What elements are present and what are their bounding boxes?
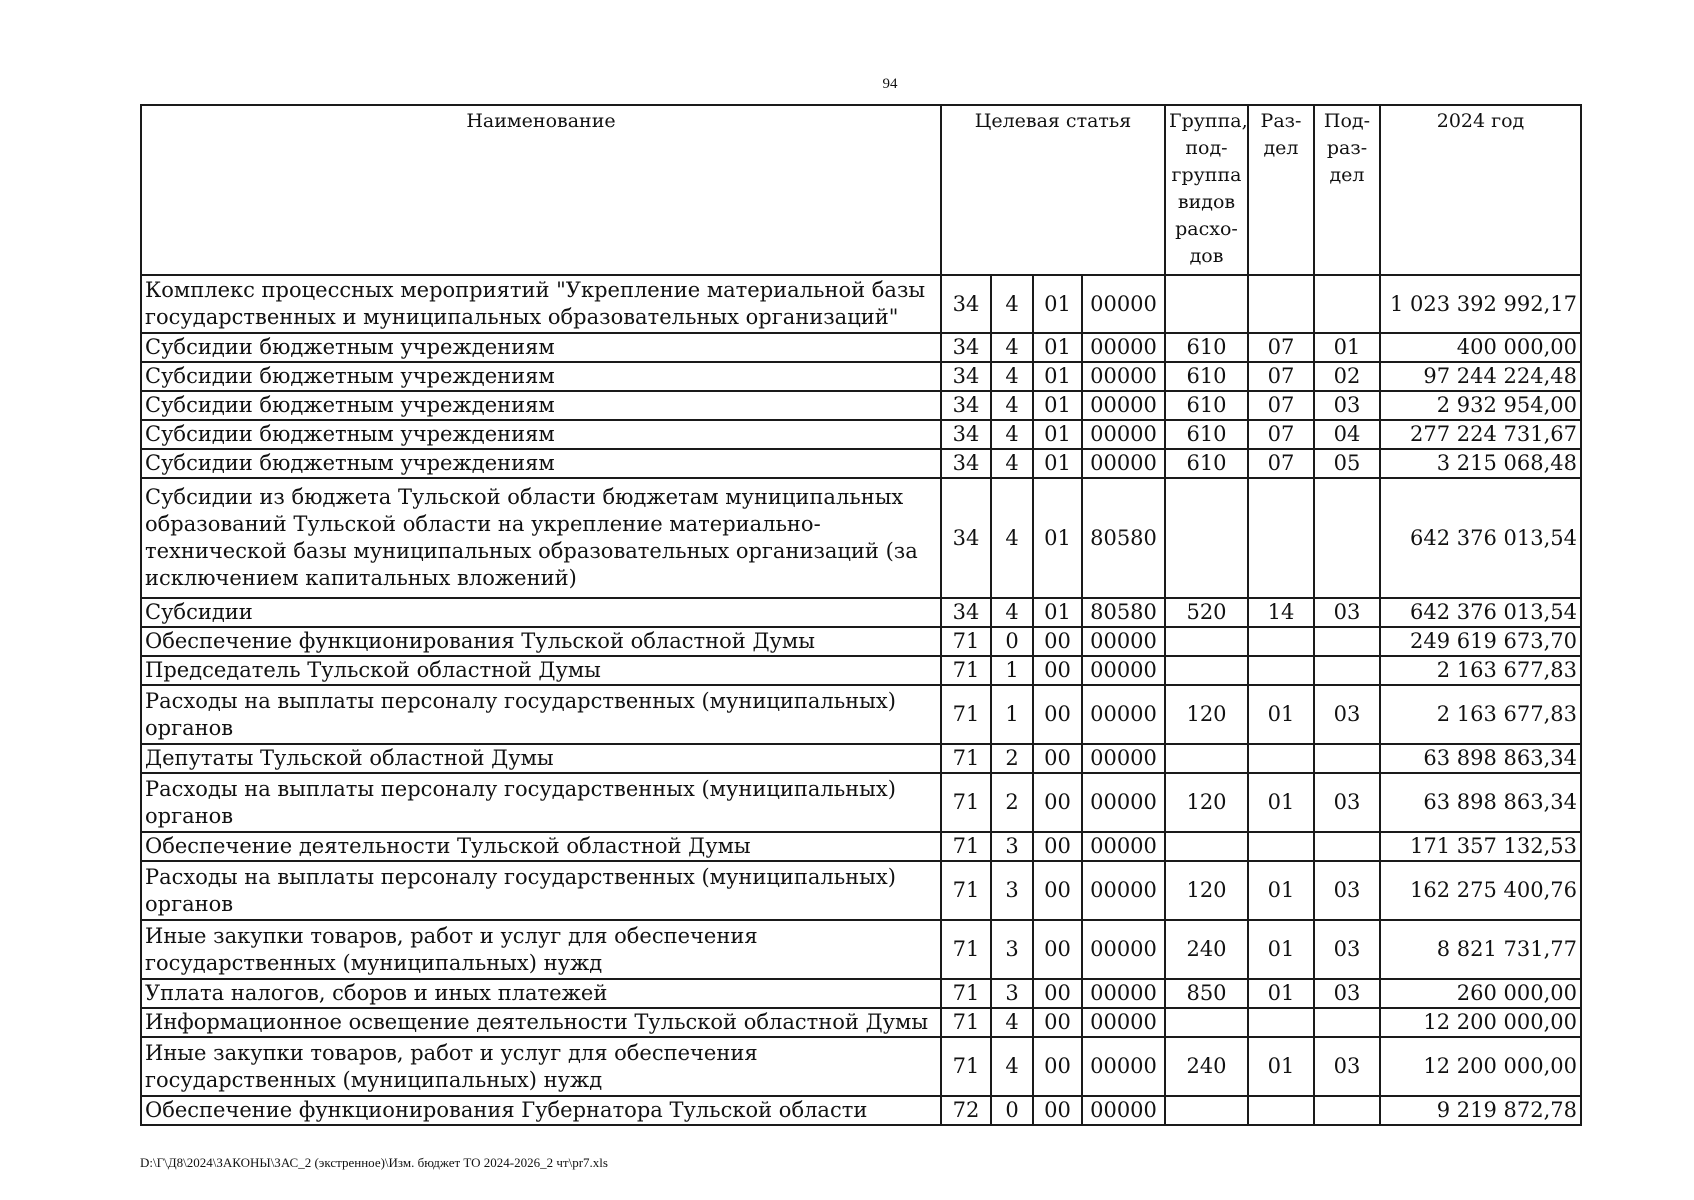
cell-section bbox=[1248, 832, 1314, 861]
cell-expense-group bbox=[1165, 832, 1248, 861]
cell-target-direction: 00000 bbox=[1082, 861, 1165, 920]
cell-target-subprogram: 3 bbox=[991, 832, 1033, 861]
cell-target-program: 34 bbox=[941, 333, 991, 362]
cell-target-measure: 00 bbox=[1033, 1037, 1082, 1096]
cell-target-direction: 00000 bbox=[1082, 627, 1165, 656]
cell-expense-group: 240 bbox=[1165, 920, 1248, 979]
cell-expense-group bbox=[1165, 744, 1248, 773]
table-row bbox=[141, 420, 1581, 449]
budget-table bbox=[140, 104, 1582, 1126]
table-row bbox=[141, 832, 1581, 861]
cell-expense-group bbox=[1165, 627, 1248, 656]
cell-name: Информационное освещение деятельности Тульской областной Думы bbox=[141, 1008, 941, 1037]
cell-amount: 1 023 392 992,17 bbox=[1380, 275, 1581, 333]
cell-section: 01 bbox=[1248, 773, 1314, 832]
cell-name: Субсидии бюджетным учреждениям bbox=[141, 420, 941, 449]
cell-subsection bbox=[1314, 478, 1380, 598]
table-row bbox=[141, 362, 1581, 391]
cell-target-measure: 01 bbox=[1033, 333, 1082, 362]
cell-amount: 260 000,00 bbox=[1380, 979, 1581, 1008]
cell-amount: 277 224 731,67 bbox=[1380, 420, 1581, 449]
cell-target-subprogram: 0 bbox=[991, 1096, 1033, 1125]
cell-subsection bbox=[1314, 275, 1380, 333]
cell-target-measure: 00 bbox=[1033, 979, 1082, 1008]
cell-target-subprogram: 1 bbox=[991, 656, 1033, 685]
cell-amount: 249 619 673,70 bbox=[1380, 627, 1581, 656]
cell-target-program: 71 bbox=[941, 920, 991, 979]
cell-section: 07 bbox=[1248, 449, 1314, 478]
cell-section bbox=[1248, 744, 1314, 773]
cell-section bbox=[1248, 627, 1314, 656]
cell-target-direction: 00000 bbox=[1082, 391, 1165, 420]
cell-target-direction: 00000 bbox=[1082, 979, 1165, 1008]
cell-section: 01 bbox=[1248, 979, 1314, 1008]
cell-subsection bbox=[1314, 627, 1380, 656]
cell-amount: 642 376 013,54 bbox=[1380, 478, 1581, 598]
cell-amount: 642 376 013,54 bbox=[1380, 598, 1581, 627]
cell-section: 01 bbox=[1248, 861, 1314, 920]
cell-target-subprogram: 4 bbox=[991, 1008, 1033, 1037]
table-row bbox=[141, 598, 1581, 627]
cell-name: Расходы на выплаты персоналу государственных (муниципальных) органов bbox=[141, 861, 941, 920]
header-amount: 2024 год bbox=[1380, 105, 1581, 275]
table-row bbox=[141, 391, 1581, 420]
table-row bbox=[141, 920, 1581, 979]
cell-target-subprogram: 2 bbox=[991, 773, 1033, 832]
cell-expense-group bbox=[1165, 656, 1248, 685]
cell-target-direction: 00000 bbox=[1082, 744, 1165, 773]
cell-name: Председатель Тульской областной Думы bbox=[141, 656, 941, 685]
cell-subsection: 03 bbox=[1314, 598, 1380, 627]
cell-target-subprogram: 4 bbox=[991, 362, 1033, 391]
table-row bbox=[141, 685, 1581, 744]
cell-target-program: 34 bbox=[941, 391, 991, 420]
cell-section: 07 bbox=[1248, 391, 1314, 420]
cell-target-measure: 01 bbox=[1033, 362, 1082, 391]
table-row bbox=[141, 1037, 1581, 1096]
cell-target-program: 34 bbox=[941, 275, 991, 333]
cell-target-subprogram: 4 bbox=[991, 598, 1033, 627]
cell-name: Комплекс процессных мероприятий "Укрепление материальной базы государственных и муниципальных образовательных организаций" bbox=[141, 275, 941, 333]
cell-section: 07 bbox=[1248, 420, 1314, 449]
cell-target-subprogram: 3 bbox=[991, 861, 1033, 920]
cell-name: Субсидии бюджетным учреждениям bbox=[141, 391, 941, 420]
cell-subsection: 03 bbox=[1314, 920, 1380, 979]
cell-subsection: 02 bbox=[1314, 362, 1380, 391]
cell-section bbox=[1248, 656, 1314, 685]
cell-target-direction: 00000 bbox=[1082, 275, 1165, 333]
cell-name: Субсидии из бюджета Тульской области бюджетам муниципальных образований Тульской области на укрепление материально-технической базы муниципальных образовательных организаций (за исключением капитальных вложений) bbox=[141, 478, 941, 598]
cell-section bbox=[1248, 1008, 1314, 1037]
cell-subsection bbox=[1314, 1096, 1380, 1125]
cell-target-subprogram: 4 bbox=[991, 1037, 1033, 1096]
cell-expense-group: 240 bbox=[1165, 1037, 1248, 1096]
table-row bbox=[141, 773, 1581, 832]
cell-subsection: 03 bbox=[1314, 979, 1380, 1008]
cell-expense-group bbox=[1165, 478, 1248, 598]
cell-name: Иные закупки товаров, работ и услуг для обеспечения государственных (муниципальных) нужд bbox=[141, 920, 941, 979]
cell-subsection: 03 bbox=[1314, 685, 1380, 744]
cell-section: 01 bbox=[1248, 1037, 1314, 1096]
table-row bbox=[141, 656, 1581, 685]
cell-target-direction: 00000 bbox=[1082, 1037, 1165, 1096]
header-section: Раз- дел bbox=[1248, 105, 1314, 275]
cell-target-measure: 00 bbox=[1033, 773, 1082, 832]
cell-name: Субсидии бюджетным учреждениям bbox=[141, 362, 941, 391]
cell-subsection: 01 bbox=[1314, 333, 1380, 362]
cell-section: 01 bbox=[1248, 920, 1314, 979]
cell-target-subprogram: 4 bbox=[991, 449, 1033, 478]
cell-subsection: 03 bbox=[1314, 391, 1380, 420]
cell-target-measure: 00 bbox=[1033, 920, 1082, 979]
cell-target-measure: 00 bbox=[1033, 744, 1082, 773]
footer-file-path: D:\Г\Д8\2024\ЗАКОНЫ\ЗАС_2 (экстренное)\Изм. бюджет ТО 2024-2026_2 чт\pr7.xls bbox=[140, 1155, 608, 1170]
cell-target-subprogram: 4 bbox=[991, 420, 1033, 449]
cell-name: Депутаты Тульской областной Думы bbox=[141, 744, 941, 773]
cell-amount: 63 898 863,34 bbox=[1380, 744, 1581, 773]
cell-amount: 8 821 731,77 bbox=[1380, 920, 1581, 979]
cell-expense-group: 610 bbox=[1165, 449, 1248, 478]
cell-target-measure: 01 bbox=[1033, 478, 1082, 598]
cell-subsection bbox=[1314, 744, 1380, 773]
cell-target-measure: 01 bbox=[1033, 391, 1082, 420]
cell-target-measure: 00 bbox=[1033, 1096, 1082, 1125]
cell-target-subprogram: 2 bbox=[991, 744, 1033, 773]
cell-expense-group bbox=[1165, 275, 1248, 333]
cell-target-program: 34 bbox=[941, 362, 991, 391]
cell-target-direction: 80580 bbox=[1082, 598, 1165, 627]
cell-amount: 162 275 400,76 bbox=[1380, 861, 1581, 920]
cell-target-program: 34 bbox=[941, 598, 991, 627]
cell-amount: 2 163 677,83 bbox=[1380, 685, 1581, 744]
cell-expense-group: 120 bbox=[1165, 685, 1248, 744]
cell-target-direction: 00000 bbox=[1082, 1096, 1165, 1125]
cell-target-direction: 00000 bbox=[1082, 420, 1165, 449]
cell-name: Обеспечение деятельности Тульской областной Думы bbox=[141, 832, 941, 861]
cell-section: 07 bbox=[1248, 362, 1314, 391]
table-row bbox=[141, 275, 1581, 333]
cell-name: Обеспечение функционирования Тульской областной Думы bbox=[141, 627, 941, 656]
table-row bbox=[141, 333, 1581, 362]
cell-target-measure: 01 bbox=[1033, 420, 1082, 449]
cell-subsection: 05 bbox=[1314, 449, 1380, 478]
cell-target-direction: 00000 bbox=[1082, 449, 1165, 478]
cell-expense-group: 610 bbox=[1165, 420, 1248, 449]
cell-target-program: 34 bbox=[941, 420, 991, 449]
cell-target-direction: 00000 bbox=[1082, 920, 1165, 979]
cell-name: Субсидии бюджетным учреждениям bbox=[141, 449, 941, 478]
cell-expense-group bbox=[1165, 1008, 1248, 1037]
header-group: Группа, под- группа видов расхо- дов bbox=[1165, 105, 1248, 275]
cell-target-subprogram: 4 bbox=[991, 391, 1033, 420]
cell-target-program: 71 bbox=[941, 656, 991, 685]
cell-amount: 12 200 000,00 bbox=[1380, 1037, 1581, 1096]
header-row bbox=[141, 105, 1581, 275]
cell-amount: 3 215 068,48 bbox=[1380, 449, 1581, 478]
cell-expense-group: 520 bbox=[1165, 598, 1248, 627]
cell-target-direction: 00000 bbox=[1082, 1008, 1165, 1037]
cell-target-measure: 00 bbox=[1033, 832, 1082, 861]
cell-target-direction: 00000 bbox=[1082, 333, 1165, 362]
cell-section: 07 bbox=[1248, 333, 1314, 362]
cell-subsection: 03 bbox=[1314, 1037, 1380, 1096]
cell-target-program: 71 bbox=[941, 832, 991, 861]
cell-target-measure: 00 bbox=[1033, 627, 1082, 656]
cell-amount: 400 000,00 bbox=[1380, 333, 1581, 362]
table-row bbox=[141, 627, 1581, 656]
cell-target-measure: 00 bbox=[1033, 685, 1082, 744]
table-row bbox=[141, 1008, 1581, 1037]
cell-target-subprogram: 1 bbox=[991, 685, 1033, 744]
cell-target-program: 34 bbox=[941, 449, 991, 478]
cell-section bbox=[1248, 275, 1314, 333]
cell-target-measure: 00 bbox=[1033, 861, 1082, 920]
cell-target-subprogram: 0 bbox=[991, 627, 1033, 656]
cell-amount: 63 898 863,34 bbox=[1380, 773, 1581, 832]
cell-expense-group: 610 bbox=[1165, 362, 1248, 391]
cell-section: 01 bbox=[1248, 685, 1314, 744]
cell-amount: 9 219 872,78 bbox=[1380, 1096, 1581, 1125]
cell-target-program: 71 bbox=[941, 744, 991, 773]
cell-target-program: 71 bbox=[941, 861, 991, 920]
header-name: Наименование bbox=[141, 105, 941, 275]
cell-target-program: 34 bbox=[941, 478, 991, 598]
cell-target-program: 71 bbox=[941, 685, 991, 744]
cell-expense-group: 610 bbox=[1165, 391, 1248, 420]
cell-target-program: 72 bbox=[941, 1096, 991, 1125]
cell-target-direction: 00000 bbox=[1082, 773, 1165, 832]
cell-target-program: 71 bbox=[941, 627, 991, 656]
cell-target-program: 71 bbox=[941, 979, 991, 1008]
page-number: 94 bbox=[882, 76, 898, 92]
cell-amount: 2 163 677,83 bbox=[1380, 656, 1581, 685]
table-row bbox=[141, 478, 1581, 598]
cell-subsection: 03 bbox=[1314, 861, 1380, 920]
cell-target-subprogram: 3 bbox=[991, 920, 1033, 979]
cell-name: Уплата налогов, сборов и иных платежей bbox=[141, 979, 941, 1008]
table-row bbox=[141, 744, 1581, 773]
cell-subsection: 03 bbox=[1314, 773, 1380, 832]
cell-target-measure: 01 bbox=[1033, 449, 1082, 478]
cell-subsection: 04 bbox=[1314, 420, 1380, 449]
cell-subsection bbox=[1314, 1008, 1380, 1037]
cell-target-direction: 00000 bbox=[1082, 685, 1165, 744]
cell-name: Расходы на выплаты персоналу государственных (муниципальных) органов bbox=[141, 685, 941, 744]
cell-target-direction: 80580 bbox=[1082, 478, 1165, 598]
cell-target-subprogram: 4 bbox=[991, 478, 1033, 598]
cell-target-program: 71 bbox=[941, 773, 991, 832]
cell-target-subprogram: 4 bbox=[991, 333, 1033, 362]
cell-section: 14 bbox=[1248, 598, 1314, 627]
cell-target-subprogram: 3 bbox=[991, 979, 1033, 1008]
cell-target-measure: 01 bbox=[1033, 598, 1082, 627]
cell-subsection bbox=[1314, 832, 1380, 861]
table-row bbox=[141, 1096, 1581, 1125]
cell-target-program: 71 bbox=[941, 1037, 991, 1096]
cell-name: Обеспечение функционирования Губернатора Тульской области bbox=[141, 1096, 941, 1125]
cell-target-direction: 00000 bbox=[1082, 832, 1165, 861]
cell-amount: 171 357 132,53 bbox=[1380, 832, 1581, 861]
header-subsection: Под- раз- дел bbox=[1314, 105, 1380, 275]
cell-target-subprogram: 4 bbox=[991, 275, 1033, 333]
cell-amount: 2 932 954,00 bbox=[1380, 391, 1581, 420]
cell-expense-group bbox=[1165, 1096, 1248, 1125]
table-row bbox=[141, 861, 1581, 920]
cell-name: Расходы на выплаты персоналу государственных (муниципальных) органов bbox=[141, 773, 941, 832]
cell-target-direction: 00000 bbox=[1082, 362, 1165, 391]
table-row bbox=[141, 449, 1581, 478]
cell-name: Субсидии бюджетным учреждениям bbox=[141, 333, 941, 362]
cell-amount: 12 200 000,00 bbox=[1380, 1008, 1581, 1037]
cell-section bbox=[1248, 478, 1314, 598]
cell-expense-group: 120 bbox=[1165, 861, 1248, 920]
cell-target-measure: 00 bbox=[1033, 1008, 1082, 1037]
cell-subsection bbox=[1314, 656, 1380, 685]
cell-section bbox=[1248, 1096, 1314, 1125]
cell-amount: 97 244 224,48 bbox=[1380, 362, 1581, 391]
cell-name: Иные закупки товаров, работ и услуг для обеспечения государственных (муниципальных) нужд bbox=[141, 1037, 941, 1096]
cell-expense-group: 610 bbox=[1165, 333, 1248, 362]
cell-name: Субсидии bbox=[141, 598, 941, 627]
cell-target-direction: 00000 bbox=[1082, 656, 1165, 685]
cell-target-measure: 00 bbox=[1033, 656, 1082, 685]
header-target: Целевая статья bbox=[941, 105, 1165, 275]
cell-expense-group: 120 bbox=[1165, 773, 1248, 832]
cell-target-measure: 01 bbox=[1033, 275, 1082, 333]
cell-target-program: 71 bbox=[941, 1008, 991, 1037]
table-row bbox=[141, 979, 1581, 1008]
cell-expense-group: 850 bbox=[1165, 979, 1248, 1008]
